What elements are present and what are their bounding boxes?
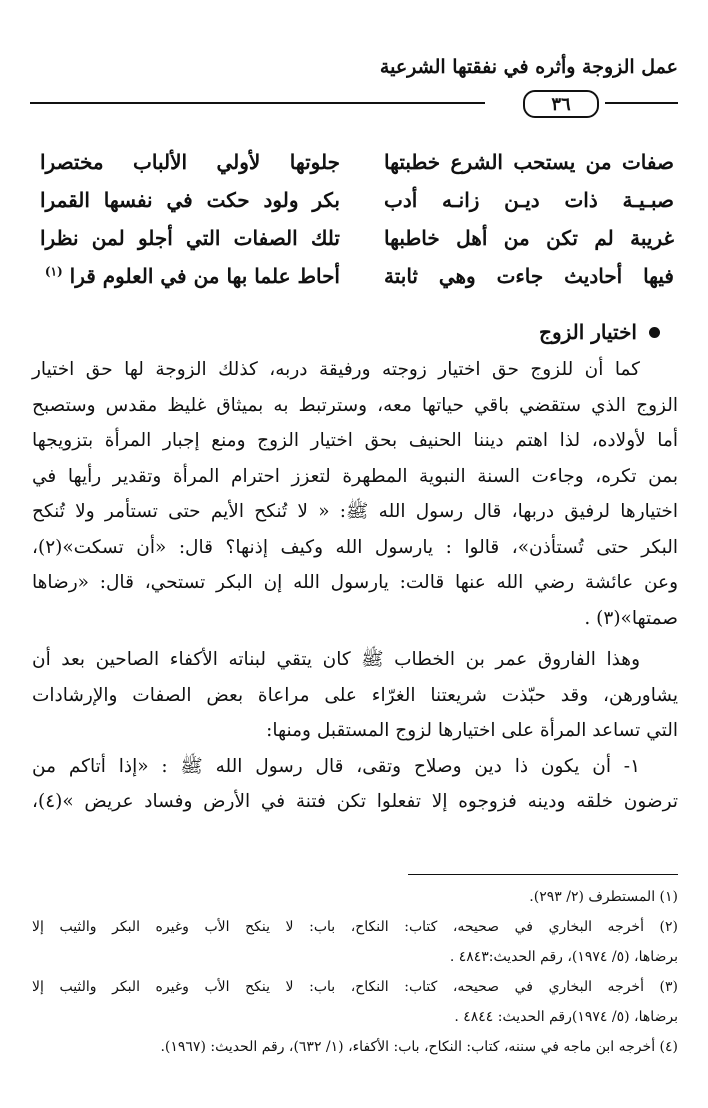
text-line: وهذا الفاروق عمر بن الخطاب ﷺ كان يتقي لبناته الأكفاء الصاحين بعد أن bbox=[32, 649, 640, 670]
footnote-separator bbox=[408, 874, 678, 875]
footnote-line: (٣) أخرجه البخاري في صحيحه، كتاب: النكاح، باب: لا ينكح الأب وغيره البكر والثيب إلا bbox=[32, 979, 678, 995]
verse-second-hemistich bbox=[40, 264, 340, 288]
section-heading bbox=[539, 320, 660, 344]
verse-second-hemistich: تلك الصفات التي أجلو لمن نظرا bbox=[40, 226, 340, 250]
footnote-reference[interactable]: (١) bbox=[44, 264, 63, 279]
page-number: ٣٦ bbox=[523, 90, 599, 118]
text-line: صمتها»(٣) . bbox=[584, 607, 678, 629]
header-rule-right bbox=[605, 102, 678, 104]
footnote-line: برضاها، (٥/ ١٩٧٤)، رقم الحديث:٤٨٤٣ . bbox=[449, 949, 678, 965]
text-line: أما لأولاده، لذا اهتم ديننا الحنيف بحق اختيار الزوج ومنع إجبار المرأة بتزويجها bbox=[32, 430, 678, 451]
text-line: ١- أن يكون ذا دين وصلاح وتقى، قال رسول الله ﷺ : «إذا أتاكم من bbox=[32, 755, 640, 777]
footnote-line: برضاها، (٥/ ١٩٧٤)رقم الحديث: ٤٨٤٤ . bbox=[454, 1009, 678, 1025]
verse-row bbox=[40, 226, 678, 264]
section-heading-text: اختيار الزوج bbox=[539, 320, 637, 344]
poem bbox=[40, 150, 678, 302]
text-line: وعن عائشة رضي الله عنها قالت: يارسول الله إن البكر تستحي، قال: «رضاها bbox=[32, 572, 678, 593]
header-rule-left bbox=[30, 102, 485, 104]
running-title: عمل الزوجة وأثره في نفقتها الشرعية bbox=[374, 56, 678, 78]
verse-row bbox=[40, 188, 678, 226]
verse-second-text: أحاط علما بها من في العلوم قرا bbox=[69, 264, 340, 288]
footnote-line: (٢) أخرجه البخاري في صحيحه، كتاب: النكاح، باب: لا ينكح الأب وغيره البكر والثيب إلا bbox=[32, 919, 678, 935]
page-number-frame bbox=[515, 90, 603, 114]
verse-first-hemistich: فيها أحاديث جاءت وهي ثابتة bbox=[384, 264, 674, 288]
verse-first-hemistich: غريبة لم تكن من أهل خاطبها bbox=[384, 226, 674, 250]
text-line: البكر حتى تُستأذن»، قالوا : يارسول الله وكيف إذنها؟ قال: «أن تسكت»(٢)، bbox=[32, 536, 678, 558]
verse-first-hemistich: صفات من يستحب الشرع خطبتها bbox=[384, 150, 674, 174]
verse-second-hemistich: جلوتها لأولي الألباب مختصرا bbox=[40, 150, 340, 174]
text-line: اختيارها لرفيق دربها، قال رسول الله ﷺ: « لا تُنكح الأيم حتى تستأمر ولا تُنكح bbox=[32, 501, 678, 522]
text-line: ترضون خلقه ودينه فزوجوه إلا تفعلوا تكن فتنة في الأرض وفساد عريض »(٤)، bbox=[32, 791, 678, 812]
verse-second-hemistich: بكر ولود حكت في نفسها القمرا bbox=[40, 188, 340, 212]
verse-first-hemistich: صبـيـة ذات ديـن زانـه أدب bbox=[384, 188, 674, 212]
text-line: الزوج الذي ستقضي باقي حياتها معه، وسترتبط به بميثاق غليظ مقدس وستصبح bbox=[32, 394, 678, 416]
text-line: كما أن للزوج حق اختيار زوجته ورفيقة دربه، كذلك الزوجة لها حق اختيار bbox=[32, 359, 640, 380]
footnotes bbox=[32, 882, 678, 1062]
footnote-line: (١) المستطرف (٢/ ٢٩٣). bbox=[529, 889, 678, 905]
verse-row bbox=[40, 150, 678, 188]
body-text bbox=[32, 352, 678, 820]
text-line: يشاورهن، وقد حبّذت شريعتنا الغرّاء على مراعاة بعض الصفات والإرشادات bbox=[32, 684, 678, 706]
bullet-icon bbox=[649, 327, 660, 338]
text-line: التي تساعد المرأة على اختيارها لزوج المستقبل ومنها: bbox=[266, 720, 678, 741]
page-header bbox=[30, 56, 678, 118]
text-line: بمن تكره، وجاءت السنة النبوية المطهرة لتعزز احترام المرأة وتقدير رأيها في bbox=[32, 465, 678, 487]
footnote-line: (٤) أخرجه ابن ماجه في سننه، كتاب: النكاح، باب: الأكفاء، (١/ ٦٣٢)، رقم الحديث: (١٩٦٧). bbox=[160, 1039, 678, 1055]
verse-row bbox=[40, 264, 678, 302]
